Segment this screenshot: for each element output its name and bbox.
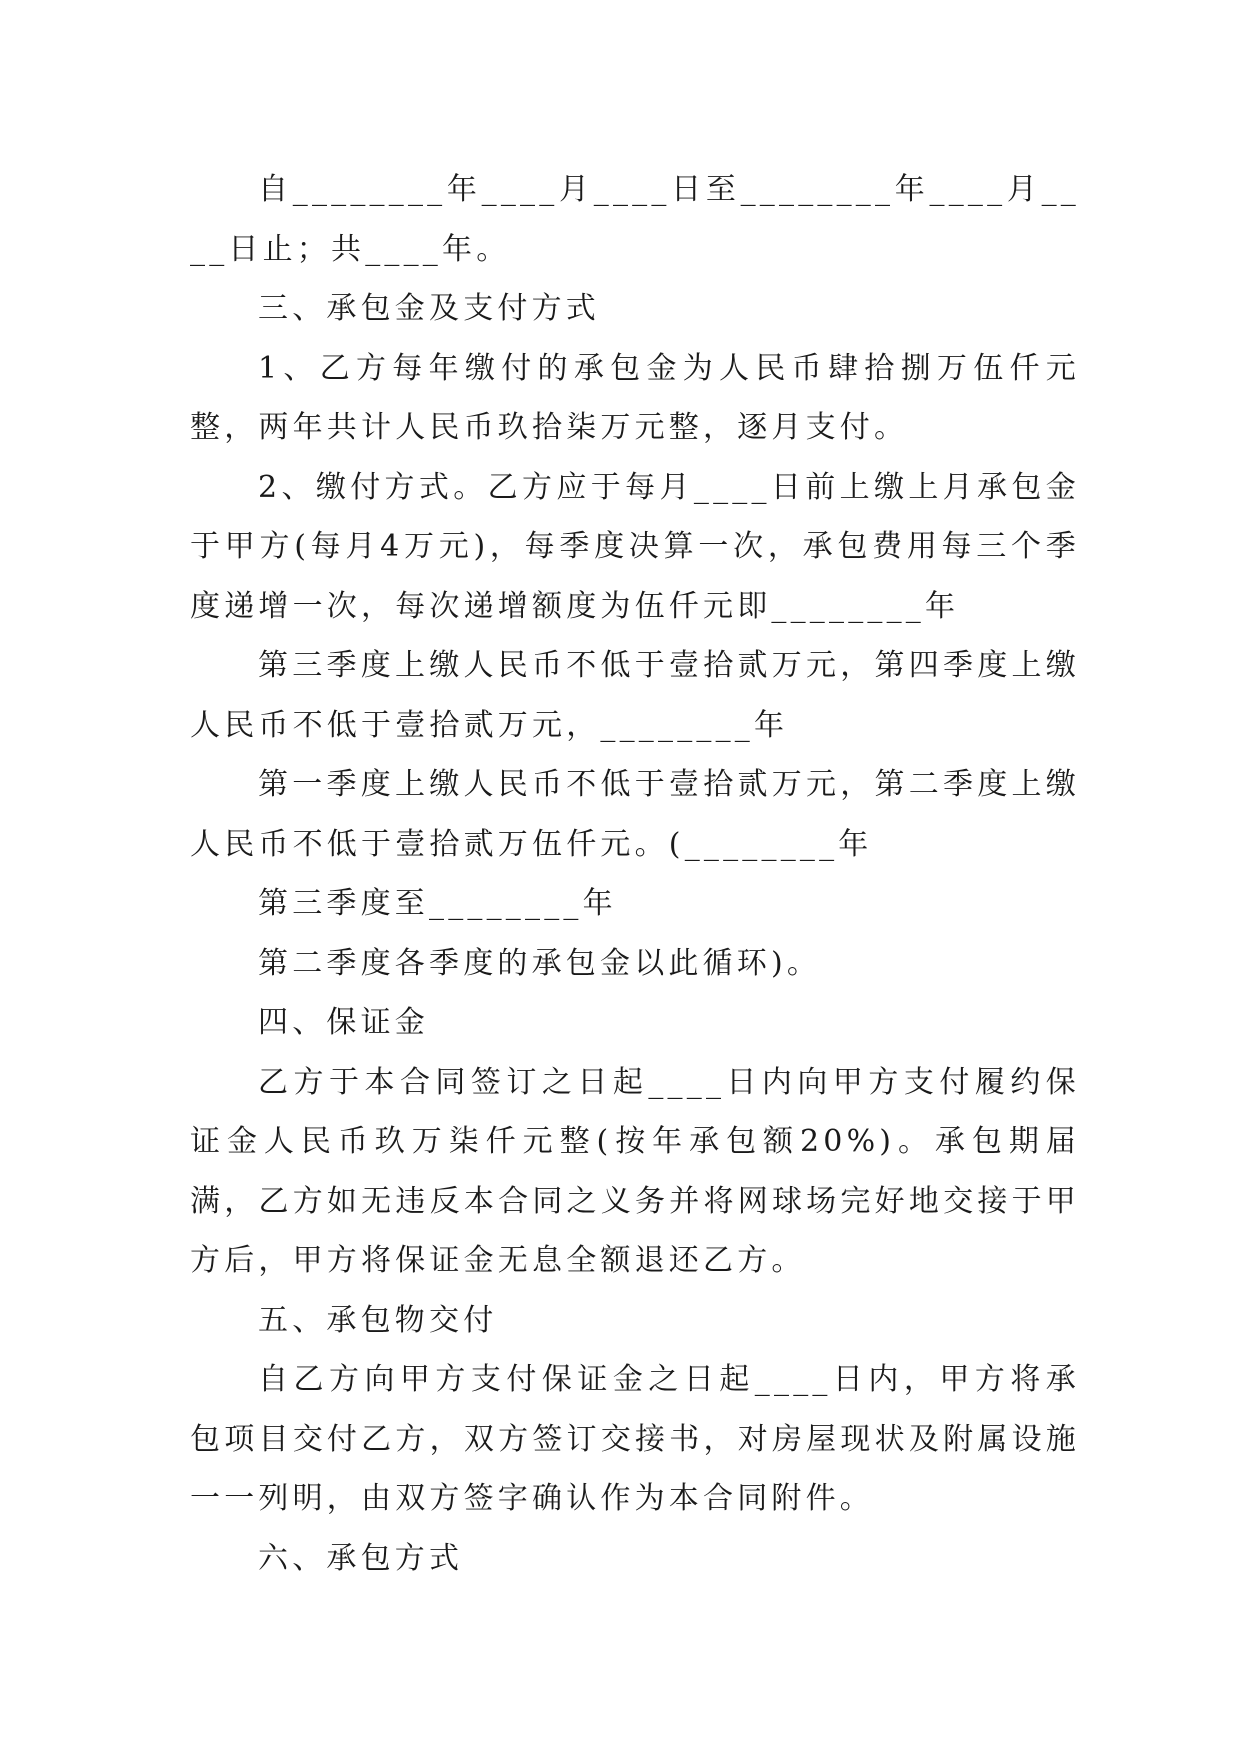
- paragraph-delivery: 自乙方向甲方支付保证金之日起____日内，甲方将承包项目交付乙方，双方签订交接书，对房屋现状及附属设施一一列明，由双方签字确认作为本合同附件。: [190, 1362, 1080, 1516]
- paragraph-deposit: 乙方于本合同签订之日起____日内向甲方支付履约保证金人民币玖万柒仟元整(按年承包额20%)。承包期届满，乙方如无违反本合同之义务并将网球场完好地交接于甲方后，甲方将保证金无息全额退还乙方。: [190, 1064, 1080, 1278]
- paragraph-contract-term: 自________年____月____日至________年____月____日止；共____年。: [190, 172, 1080, 267]
- paragraph-cycle: 第二季度各季度的承包金以此循环)。: [258, 945, 822, 981]
- section-heading-contract-mode: 六、承包方式: [258, 1540, 464, 1576]
- section-heading-deposit: 四、保证金: [258, 1005, 429, 1040]
- paragraph-q1-q2-payment: 第一季度上缴人民币不低于壹拾贰万元，第二季度上缴人民币不低于壹拾贰万伍仟元。(________年: [190, 767, 1080, 862]
- section-heading-delivery: 五、承包物交付: [258, 1302, 498, 1338]
- paragraph-payment-method: 2、缴付方式。乙方应于每月____日前上缴上月承包金于甲方(每月4万元)，每季度决算一次，承包费用每三个季度递增一次，每次递增额度为伍仟元即________年: [190, 469, 1080, 624]
- document-body: [190, 160, 1080, 1588]
- paragraph-q3-q4-payment: 第三季度上缴人民币不低于壹拾贰万元，第四季度上缴人民币不低于壹拾贰万元，________年: [190, 648, 1080, 743]
- paragraph-q3-until: 第三季度至________年: [258, 886, 617, 921]
- paragraph-annual-fee: 1、乙方每年缴付的承包金为人民币肆拾捌万伍仟元整，两年共计人民币玖拾柒万元整，逐月支付。: [190, 350, 1080, 445]
- section-heading-payment: 三、承包金及支付方式: [258, 291, 600, 326]
